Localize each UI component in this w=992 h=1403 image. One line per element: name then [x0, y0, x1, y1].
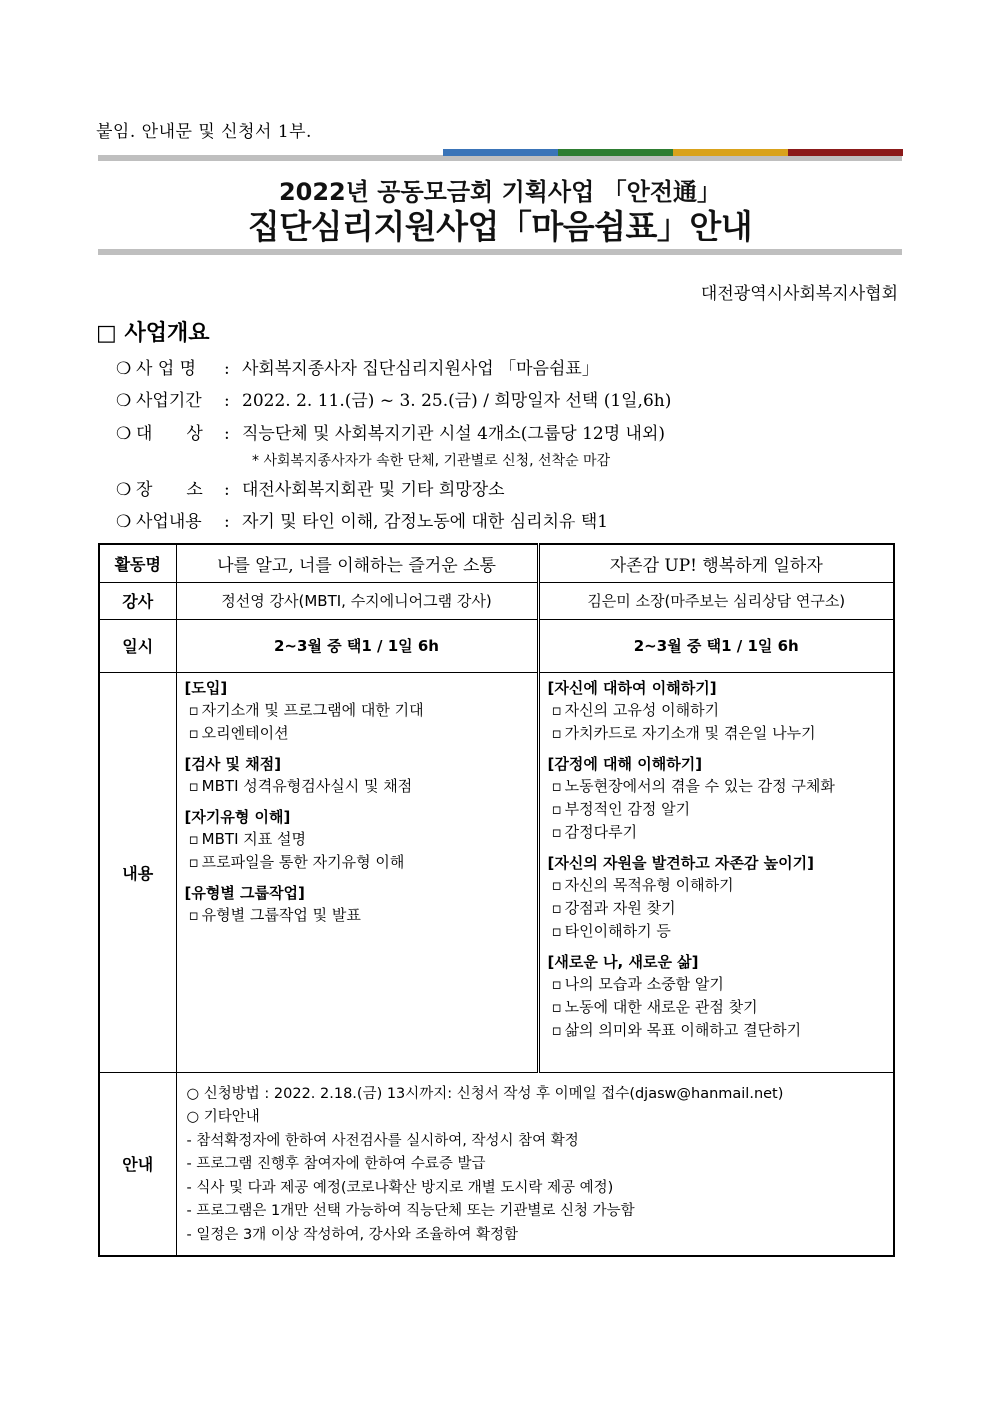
bottom-divider [98, 249, 902, 255]
activity-row [99, 544, 894, 582]
section-heading: □ 사업개요 [96, 321, 210, 346]
overview-value: 2022. 2. 11.(금) ~ 3. 25.(금) / 희망일자 선택 (1일,6h) [242, 391, 672, 411]
list-item: ▫ 자신의 목적유형 이해하기 [548, 874, 888, 897]
overview-key: 사업내용 [136, 512, 202, 532]
program1-schedule: 2~3월 중 택1 / 1일 6h [176, 619, 538, 672]
group-title: [자신에 대하여 이해하기] [547, 678, 717, 697]
notice-content [176, 1072, 894, 1256]
instructor-row [99, 582, 894, 619]
program1-instructor: 정선영 강사(MBTI, 수지에니어그램 강사) [176, 582, 538, 619]
overview-item [116, 386, 671, 411]
title-line-2: 집단심리지원사업「마음쉼표」안내 [247, 207, 753, 246]
notice-line: - 식사 및 다과 제공 예정(코로나확산 방지로 개별 도시락 제공 예정) [186, 1179, 614, 1196]
list-item: ▫ 유형별 그룹작업 및 발표 [185, 904, 531, 927]
list-item: ▫ 가치카드로 자기소개 및 겪은일 나누기 [548, 722, 888, 745]
program1-content [176, 672, 538, 1072]
overview-item [116, 354, 599, 379]
overview-sep: : [224, 480, 230, 500]
program2-name: 자존감 UP! 행복하게 일하자 [538, 544, 894, 582]
overview-bullet: ❍ [116, 512, 132, 532]
accent-red [788, 149, 903, 156]
program1-name: 나를 알고, 너를 이해하는 즐거운 소통 [176, 544, 538, 582]
schedule-row [99, 619, 894, 672]
label-content: 내용 [99, 672, 176, 1072]
notice-line: - 프로그램 진행후 참여자에 한하여 수료증 발급 [186, 1156, 486, 1172]
notice-line: - 일정은 3개 이상 작성하여, 강사와 조율하여 확정함 [186, 1226, 518, 1243]
notice-line: - 참석확정자에 한하여 사전검사를 실시하여, 작성시 참여 확정 [186, 1132, 579, 1149]
group-title: [도입] [184, 678, 228, 697]
program2-instructor: 김은미 소장(마주보는 심리상담 연구소) [538, 582, 894, 619]
overview-sep: : [224, 512, 230, 532]
label-activity: 활동명 [99, 544, 176, 582]
accent-blue [443, 149, 558, 156]
accent-yellow [673, 149, 788, 156]
label-schedule: 일시 [99, 619, 176, 672]
overview-key: 대 상 [136, 424, 203, 444]
group-title: [자기유형 이해] [184, 807, 291, 826]
program-table [98, 543, 895, 1257]
list-item: ▫ 자신의 고유성 이해하기 [548, 699, 888, 722]
notice-row [99, 1072, 894, 1256]
overview-value: 사회복지종사자 집단심리지원사업 「마음쉼표」 [242, 359, 599, 379]
notice-line: ○ 기타안내 [186, 1109, 260, 1125]
overview-key: 사 업 명 [136, 359, 197, 379]
label-instructor: 강사 [99, 582, 176, 619]
attachment-note: 붙임. 안내문 및 신청서 1부. [96, 122, 312, 142]
list-item: ▫ 프로파일을 통한 자기유형 이해 [185, 851, 531, 874]
list-item: ▫ 강점과 자원 찾기 [548, 897, 888, 920]
color-accent-bar [443, 149, 903, 156]
program2-schedule: 2~3월 중 택1 / 1일 6h [538, 619, 894, 672]
list-item: ▫ 자기소개 및 프로그램에 대한 기대 [185, 699, 531, 722]
overview-sep: : [224, 359, 230, 379]
overview-bullet: ❍ [116, 480, 132, 500]
overview-sep: : [224, 424, 230, 444]
overview-key: 장 소 [136, 480, 203, 500]
overview-item [116, 507, 608, 532]
overview-value: 직능단체 및 사회복지기관 시설 4개소(그룹당 12명 내외) [242, 424, 665, 444]
list-item: ▫ 삶의 의미와 목표 이해하고 결단하기 [548, 1019, 888, 1042]
label-notice: 안내 [99, 1072, 176, 1256]
overview-item [116, 419, 665, 444]
overview-item [116, 475, 505, 500]
list-item: ▫ 감정다루기 [548, 821, 888, 844]
program2-content [538, 672, 894, 1072]
overview-bullet: ❍ [116, 391, 132, 411]
notice-line: ○ 신청방법 : 2022. 2.18.(금) 13시까지: 신청서 작성 후 이메일 접수(djasw@hanmail.net) [186, 1085, 784, 1102]
overview-value: 대전사회복지회관 및 기타 희망장소 [242, 480, 505, 500]
list-item: ▫ 나의 모습과 소중함 알기 [548, 973, 888, 996]
list-item: ▫ MBTI 지표 설명 [185, 828, 531, 851]
list-item: ▫ 오리엔테이션 [185, 722, 531, 745]
group-title: [검사 및 채점] [184, 754, 282, 773]
notice-line: - 프로그램은 1개만 선택 가능하여 직능단체 또는 기관별로 신청 가능함 [186, 1203, 635, 1219]
organization-name: 대전광역시사회복지사협회 [700, 284, 898, 304]
accent-green [558, 149, 673, 156]
overview-bullet: ❍ [116, 424, 132, 444]
content-row [99, 672, 894, 1072]
title-line-1: 2022년 공동모금회 기획사업 「안전通」 [278, 178, 722, 206]
group-title: [감정에 대해 이해하기] [547, 754, 703, 773]
list-item: ▫ 노동현장에서의 겪을 수 있는 감정 구체화 [548, 775, 888, 798]
overview-bullet: ❍ [116, 359, 132, 379]
list-item: ▫ MBTI 성격유형검사실시 및 채점 [185, 775, 531, 798]
overview-key: 사업기간 [136, 391, 202, 411]
list-item: ▫ 타인이해하기 등 [548, 920, 888, 943]
overview-sep: : [224, 391, 230, 411]
group-title: [자신의 자원을 발견하고 자존감 높이기] [547, 853, 814, 872]
group-title: [새로운 나, 새로운 삶] [547, 952, 699, 971]
target-note: * 사회복지종사자가 속한 단체, 기관별로 신청, 선착순 마감 [252, 453, 611, 469]
list-item: ▫ 부정적인 감정 알기 [548, 798, 888, 821]
group-title: [유형별 그룹작업] [184, 883, 305, 902]
list-item: ▫ 노동에 대한 새로운 관점 찾기 [548, 996, 888, 1019]
overview-value: 자기 및 타인 이해, 감정노동에 대한 심리치유 택1 [242, 512, 609, 532]
